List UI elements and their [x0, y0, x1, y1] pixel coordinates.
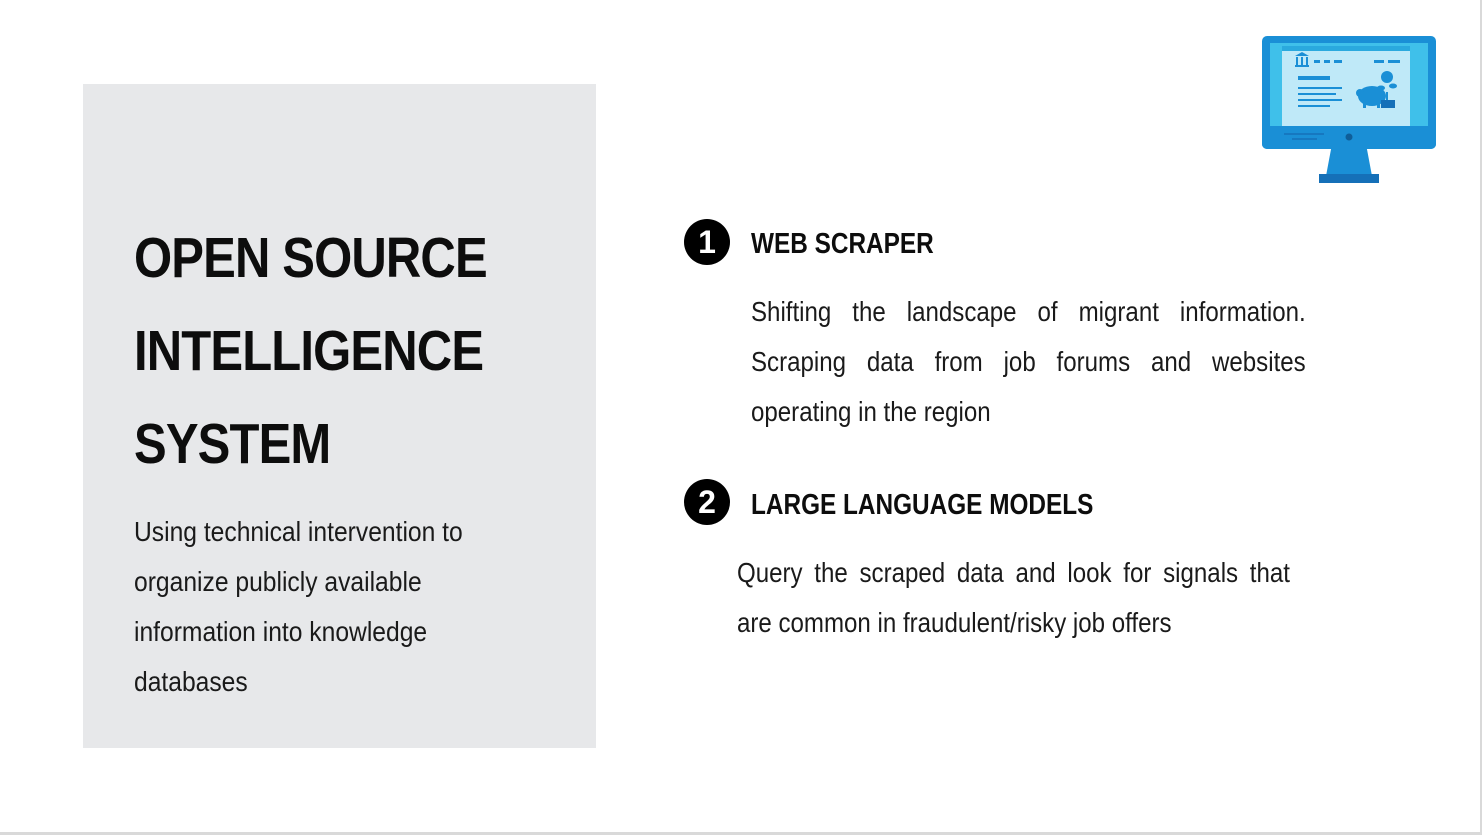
number-badge-2: 2 — [684, 479, 730, 525]
number-badge-1: 1 — [684, 219, 730, 265]
item-body-large-language-models: Query the scraped data and look for signals that are common in fraudulent/risky job offers — [737, 557, 1290, 638]
item-body-web-scraper: Shifting the landscape of migrant information. Scraping data from job forums and websites operating in the region — [751, 296, 1306, 427]
page-title: OPEN SOURCE INTELLIGENCE SYSTEM — [134, 226, 487, 476]
computer-monitor-icon — [1262, 36, 1436, 183]
item-heading-web-scraper: WEB SCRAPER — [751, 228, 934, 260]
item-heading-large-language-models: LARGE LANGUAGE MODELS — [751, 489, 1094, 521]
panel-subtitle: Using technical intervention to organize publicly available information into knowledge databases — [134, 516, 463, 697]
title-panel — [83, 84, 596, 748]
